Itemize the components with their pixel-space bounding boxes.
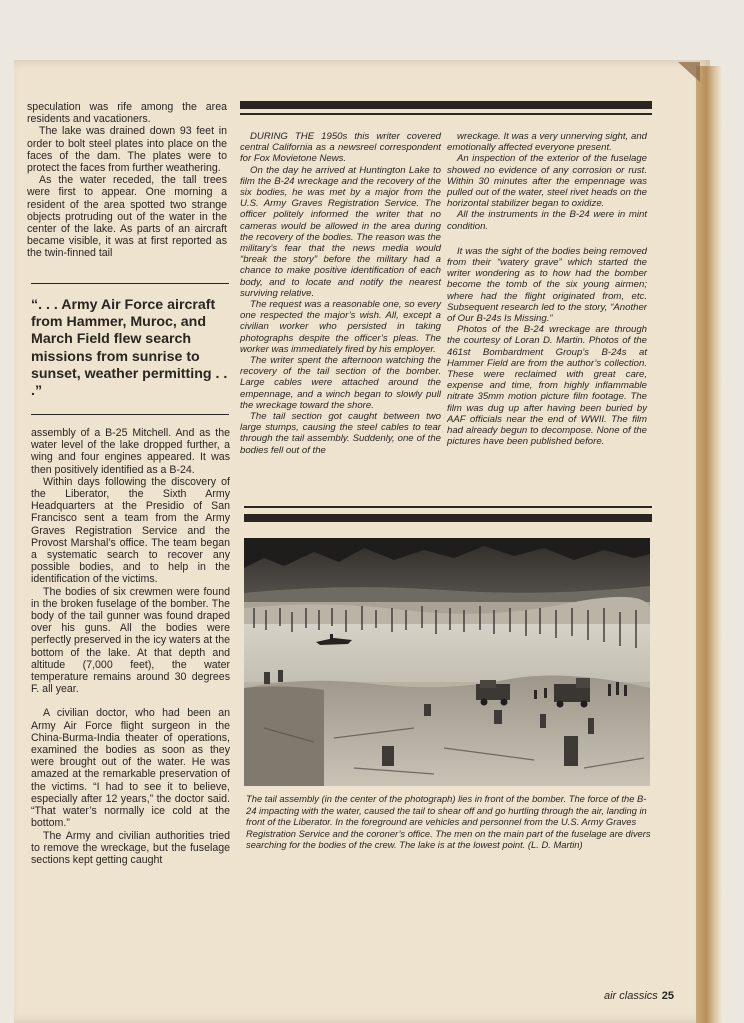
- paragraph: The bodies of six crewmen were found in the broken fuselage of the bomber. The body of the tail gunner was found draped over his guns. All the bodies were perfectly preserved in the icy waters at the bottom of the lake. At that depth and altitude (7,000 feet), the water temperature remains around 30 degrees F. all year.: [31, 585, 230, 696]
- sidebar-column-left: [240, 131, 441, 456]
- sidebar-top-bar: [240, 101, 652, 109]
- paragraph: The lake was drained down 93 feet in order to bolt steel plates into place on the faces of the dam. The plates were to protect the faces from further weathering.: [27, 125, 227, 175]
- sidebar-column-right: [447, 131, 647, 447]
- paragraph: assembly of a B-25 Mitchell. And as the water level of the lake dropped further, a wing and four engines appeared. It was then positively identified as a B-24.: [31, 427, 230, 476]
- paragraph: The Army and civilian authorities tried to remove the wreckage, but the fuselage sections kept getting caught: [31, 829, 230, 866]
- sidebar-top-thin-rule: [240, 113, 652, 115]
- paragraph: As the water receded, the tall trees were first to appear. One morning a resident of the area spotted two strange objects protruding out of the water in the center of the lake. As parts of an aircraft became visible, it was at first reported as the twin-finned tail: [27, 174, 227, 260]
- page-footer: [604, 990, 674, 1002]
- photo-top-thin-rule: [244, 506, 652, 508]
- paragraph: On the day he arrived at Huntington Lake to film the B-24 wreckage and the recovery of the six bodies, he was met by a major from the U.S. Army Graves Registration Service. The officer politely informed the writer that no cameras would be allowed in the area during the recovery of the bodies. The reason was the military’s fear that the news media would “break the story” before the military had a chance to make positive identification of each body, and to locate and notify the nearest surviving relative.: [240, 164, 441, 299]
- wreckage-photo: [244, 538, 650, 786]
- paragraph: It was the sight of the bodies being removed from their “watery grave” which started the writer wondering as to how had the bomber become the tomb of the six young airmen; where had the flight originated from, etc. Subsequent research led to the story, “Another of Our B-24s Is Missing.”: [447, 245, 647, 325]
- photo-caption: The tail assembly (in the center of the photograph) lies in front of the bomber. The force of the B-24 impacting with the water, caused the tail to shear off and go hurtling through the air, landing in front of the Liberator. In the foreground are vehicles and personnel from the U.S. Army Graves Registration Service and the coroner’s office. The men on the main part of the fuselage are divers searching for the bodies of the crew. The lake is at the lowest point. (L. D. Martin): [246, 793, 651, 851]
- left-column-bottom: [31, 427, 230, 866]
- paragraph: wreckage. It was a very unnerving sight, and emotionally affected everyone present.: [447, 131, 647, 154]
- paragraph: speculation was rife among the area residents and vacationers.: [27, 101, 227, 126]
- paragraph: The writer spent the afternoon watching the recovery of the tail section of the bomber. Large cables were attached around the empennage, and a winch began to slowly pull the wreckage toward the shore.: [240, 355, 441, 411]
- paragraph: All the instruments in the B-24 were in mint condition.: [447, 209, 647, 232]
- paragraph: Within days following the discovery of the Liberator, the Sixth Army Headquarters at the Presidio of San Francisco sent a team from the Army Graves Registration Service and the Provost Marshal’s office. The team began a systematic search to recover any possible bodies, and to help in the identification of the victims.: [31, 475, 230, 586]
- photo-top-bar: [244, 514, 652, 522]
- paragraph: DURING THE 1950s this writer covered central California as a newsreel correspondent for Fox Movietone News.: [240, 131, 441, 165]
- magazine-name: air classics: [604, 990, 658, 1002]
- paragraph: An inspection of the exterior of the fuselage showed no evidence of any corrosion or rust. Within 30 minutes after the empennage was pulled out of the water, steel rivet heads on the horizontal stabilizer began to oxidize.: [447, 153, 647, 210]
- page-number: 25: [661, 990, 675, 1002]
- pull-quote: “. . . Army Air Force aircraft from Hammer, Muroc, and March Field flew search missions from sunrise to sunset, weather permitting . . .”: [31, 297, 228, 400]
- pull-quote-bottom-rule: [31, 414, 229, 415]
- left-column-top: [27, 101, 227, 260]
- paragraph: The tail section got caught between two large stumps, causing the steel cables to tear through the tail assembly. Suddenly, one of the bodies fell out of the: [240, 411, 441, 456]
- pull-quote-top-rule: [31, 283, 229, 284]
- paragraph: The request was a reasonable one, so every one respected the major’s wish. All, except a civilian worker who persisted in taking photographs despite the officer’s pleas. The worker was immediately fired by his employer.: [240, 299, 441, 355]
- page-edge: [696, 66, 722, 1023]
- paragraph: A civilian doctor, who had been an Army Air Force flight surgeon in the China-Burma-India theater of operations, examined the bodies as soon as they were brought out of the water. He was amazed at the remarkable preservation of the victims. “I had to see it to believe, especially after 12 years,” the doctor said. “That water’s normally ice cold at the bottom.”: [31, 707, 230, 830]
- paragraph: Photos of the B-24 wreckage are through the courtesy of Loran D. Martin. Photos of the 461st Bombardment Group’s B-24s at Hammer Field are from the author’s collection. These were reclaimed with great care, expense and time, from highly inflammable nitrate 35mm motion picture film footage. The film was dug up after having been buried by AAF officials near the end of WWII. The film had already begun to decompose. None of the pictures have been published before.: [447, 324, 647, 448]
